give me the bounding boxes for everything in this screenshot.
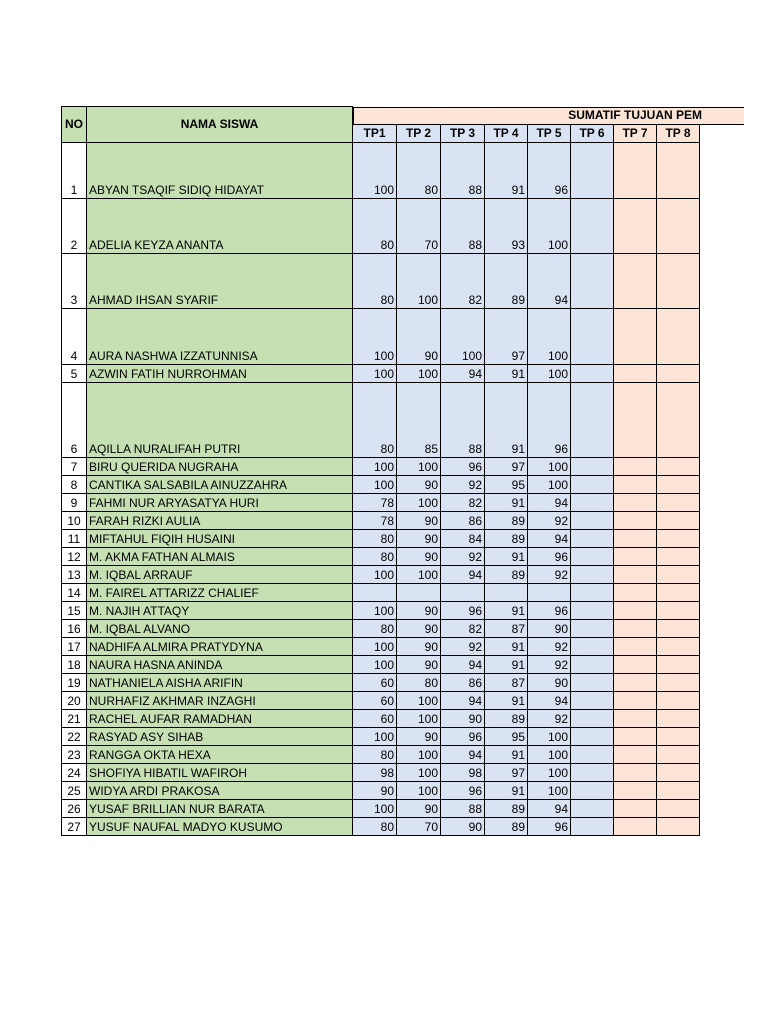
score-tp-5[interactable]: 100 [528, 458, 571, 476]
score-tp-7[interactable] [614, 800, 657, 818]
score-tp-1[interactable]: 80 [353, 818, 397, 836]
score-tp-7[interactable] [614, 710, 657, 728]
score-tp-8[interactable] [657, 365, 700, 383]
score-tp-2[interactable]: 90 [397, 309, 441, 365]
score-tp-8[interactable] [657, 656, 700, 674]
score-tp-5[interactable]: 96 [528, 383, 571, 458]
row-no: 26 [62, 800, 87, 818]
score-tp-2[interactable]: 100 [397, 782, 441, 800]
score-tp-5[interactable]: 94 [528, 494, 571, 512]
score-tp-3[interactable]: 94 [441, 365, 485, 383]
student-name: BIRU QUERIDA NUGRAHA [87, 458, 353, 476]
score-tp-4[interactable]: 91 [485, 383, 528, 458]
student-name: YUSUF NAUFAL MADYO KUSUMO [87, 818, 353, 836]
score-tp-3[interactable]: 94 [441, 746, 485, 764]
score-tp-6[interactable] [571, 728, 614, 746]
score-tp-5[interactable]: 94 [528, 800, 571, 818]
score-tp-3[interactable]: 96 [441, 782, 485, 800]
score-tp-3[interactable]: 90 [441, 818, 485, 836]
row-no: 5 [62, 365, 87, 383]
score-tp-4[interactable]: 95 [485, 476, 528, 494]
score-tp-2[interactable]: 90 [397, 656, 441, 674]
score-tp-3[interactable]: 100 [441, 309, 485, 365]
row-no: 1 [62, 143, 87, 199]
row-no: 18 [62, 656, 87, 674]
student-name: SHOFIYA HIBATIL WAFIROH [87, 764, 353, 782]
score-tp-7[interactable] [614, 782, 657, 800]
row-no: 8 [62, 476, 87, 494]
score-tp-6[interactable] [571, 674, 614, 692]
score-tp-2[interactable] [397, 584, 441, 602]
score-tp-2[interactable]: 100 [397, 566, 441, 584]
score-tp-4[interactable]: 89 [485, 512, 528, 530]
score-tp-8[interactable] [657, 458, 700, 476]
row-no: 7 [62, 458, 87, 476]
score-tp-2[interactable]: 80 [397, 674, 441, 692]
score-tp-1[interactable]: 100 [353, 566, 397, 584]
score-tp-6[interactable] [571, 746, 614, 764]
score-tp-8[interactable] [657, 254, 700, 309]
score-tp-1[interactable]: 100 [353, 656, 397, 674]
score-tp-5[interactable]: 96 [528, 602, 571, 620]
student-name: CANTIKA SALSABILA AINUZZAHRA [87, 476, 353, 494]
score-tp-6[interactable] [571, 782, 614, 800]
score-tp-7[interactable] [614, 512, 657, 530]
score-tp-5[interactable]: 94 [528, 254, 571, 309]
score-tp-1[interactable]: 60 [353, 674, 397, 692]
score-tp-2[interactable]: 90 [397, 548, 441, 566]
score-tp-8[interactable] [657, 710, 700, 728]
student-name: NATHANIELA AISHA ARIFIN [87, 674, 353, 692]
header-tp-1: TP1 [353, 125, 397, 143]
score-tp-6[interactable] [571, 584, 614, 602]
score-tp-1[interactable]: 100 [353, 800, 397, 818]
score-tp-5[interactable]: 94 [528, 530, 571, 548]
score-tp-2[interactable]: 70 [397, 818, 441, 836]
header-tp-2: TP 2 [397, 125, 441, 143]
student-name: AZWIN FATIH NURROHMAN [87, 365, 353, 383]
score-tp-5[interactable]: 92 [528, 512, 571, 530]
score-tp-7[interactable] [614, 764, 657, 782]
score-tp-6[interactable] [571, 309, 614, 365]
row-no: 24 [62, 764, 87, 782]
score-tp-5[interactable]: 100 [528, 746, 571, 764]
score-tp-6[interactable] [571, 548, 614, 566]
header-tp-3: TP 3 [441, 125, 485, 143]
score-tp-4[interactable]: 91 [485, 602, 528, 620]
score-tp-1[interactable]: 100 [353, 143, 397, 199]
score-tp-2[interactable]: 70 [397, 199, 441, 254]
row-no: 3 [62, 254, 87, 309]
score-tp-4[interactable]: 89 [485, 710, 528, 728]
score-tp-4[interactable]: 91 [485, 143, 528, 199]
score-tp-7[interactable] [614, 638, 657, 656]
score-tp-5[interactable]: 100 [528, 309, 571, 365]
student-name: RASYAD ASY SIHAB [87, 728, 353, 746]
score-tp-1[interactable]: 100 [353, 309, 397, 365]
score-tp-3[interactable]: 92 [441, 476, 485, 494]
score-tp-7[interactable] [614, 494, 657, 512]
score-tp-4[interactable] [485, 584, 528, 602]
row-no: 27 [62, 818, 87, 836]
score-tp-4[interactable]: 91 [485, 692, 528, 710]
score-tp-2[interactable]: 100 [397, 746, 441, 764]
student-name: RANGGA OKTA HEXA [87, 746, 353, 764]
score-tp-7[interactable] [614, 728, 657, 746]
student-name: M. IQBAL ARRAUF [87, 566, 353, 584]
score-tp-7[interactable] [614, 584, 657, 602]
header-nama-siswa: NAMA SISWA [87, 107, 353, 143]
score-tp-3[interactable]: 82 [441, 620, 485, 638]
score-tp-6[interactable] [571, 476, 614, 494]
score-tp-1[interactable]: 60 [353, 692, 397, 710]
score-tp-1[interactable]: 80 [353, 530, 397, 548]
score-tp-3[interactable]: 94 [441, 566, 485, 584]
score-tp-8[interactable] [657, 548, 700, 566]
score-tp-4[interactable]: 91 [485, 365, 528, 383]
score-tp-1[interactable]: 98 [353, 764, 397, 782]
score-tp-8[interactable] [657, 530, 700, 548]
score-tp-6[interactable] [571, 638, 614, 656]
score-tp-7[interactable] [614, 602, 657, 620]
score-tp-5[interactable]: 96 [528, 548, 571, 566]
score-tp-3[interactable]: 86 [441, 512, 485, 530]
score-tp-7[interactable] [614, 548, 657, 566]
score-tp-6[interactable] [571, 458, 614, 476]
score-tp-3[interactable]: 94 [441, 692, 485, 710]
score-tp-5[interactable]: 94 [528, 692, 571, 710]
score-tp-4[interactable]: 89 [485, 254, 528, 309]
header-tp-7: TP 7 [614, 125, 657, 143]
student-name: NADHIFA ALMIRA PRATYDYNA [87, 638, 353, 656]
student-name: AHMAD IHSAN SYARIF [87, 254, 353, 309]
score-tp-1[interactable] [353, 584, 397, 602]
score-tp-4[interactable]: 91 [485, 656, 528, 674]
score-tp-8[interactable] [657, 584, 700, 602]
score-tp-8[interactable] [657, 494, 700, 512]
row-no: 25 [62, 782, 87, 800]
score-tp-1[interactable]: 90 [353, 782, 397, 800]
score-tp-1[interactable]: 78 [353, 512, 397, 530]
score-tp-4[interactable]: 91 [485, 494, 528, 512]
student-name: AURA NASHWA IZZATUNNISA [87, 309, 353, 365]
score-tp-1[interactable]: 80 [353, 746, 397, 764]
row-no: 15 [62, 602, 87, 620]
score-tp-2[interactable]: 85 [397, 383, 441, 458]
score-tp-5[interactable]: 92 [528, 710, 571, 728]
score-tp-6[interactable] [571, 692, 614, 710]
score-tp-8[interactable] [657, 728, 700, 746]
row-no: 21 [62, 710, 87, 728]
student-name: M. AKMA FATHAN ALMAIS [87, 548, 353, 566]
score-tp-1[interactable]: 100 [353, 458, 397, 476]
row-no: 19 [62, 674, 87, 692]
score-tp-1[interactable]: 100 [353, 365, 397, 383]
score-tp-8[interactable] [657, 746, 700, 764]
row-no: 23 [62, 746, 87, 764]
score-tp-2[interactable]: 100 [397, 458, 441, 476]
score-tp-2[interactable]: 90 [397, 512, 441, 530]
score-tp-8[interactable] [657, 782, 700, 800]
score-tp-3[interactable]: 96 [441, 728, 485, 746]
score-tp-6[interactable] [571, 656, 614, 674]
score-tp-3[interactable]: 84 [441, 530, 485, 548]
score-tp-7[interactable] [614, 530, 657, 548]
score-tp-3[interactable]: 92 [441, 548, 485, 566]
student-name: M. FAIREL ATTARIZZ CHALIEF [87, 584, 353, 602]
score-tp-2[interactable]: 100 [397, 365, 441, 383]
score-tp-1[interactable]: 78 [353, 494, 397, 512]
row-no: 6 [62, 383, 87, 458]
score-tp-2[interactable]: 90 [397, 620, 441, 638]
score-tp-8[interactable] [657, 512, 700, 530]
student-name: ABYAN TSAQIF SIDIQ HIDAYAT [87, 143, 353, 199]
score-tp-1[interactable]: 100 [353, 602, 397, 620]
score-tp-1[interactable]: 80 [353, 548, 397, 566]
score-tp-5[interactable]: 100 [528, 476, 571, 494]
score-tp-8[interactable] [657, 764, 700, 782]
score-tp-8[interactable] [657, 199, 700, 254]
score-tp-2[interactable]: 100 [397, 692, 441, 710]
score-tp-3[interactable]: 88 [441, 199, 485, 254]
score-tp-7[interactable] [614, 818, 657, 836]
score-tp-7[interactable] [614, 309, 657, 365]
score-tp-6[interactable] [571, 764, 614, 782]
row-no: 13 [62, 566, 87, 584]
score-tp-5[interactable]: 90 [528, 620, 571, 638]
score-tp-6[interactable] [571, 365, 614, 383]
row-no: 20 [62, 692, 87, 710]
score-tp-5[interactable]: 96 [528, 818, 571, 836]
score-tp-5[interactable]: 92 [528, 566, 571, 584]
header-tp-6: TP 6 [571, 125, 614, 143]
score-tp-8[interactable] [657, 674, 700, 692]
score-tp-7[interactable] [614, 383, 657, 458]
score-tp-7[interactable] [614, 458, 657, 476]
student-name: FARAH RIZKI AULIA [87, 512, 353, 530]
score-tp-5[interactable]: 96 [528, 143, 571, 199]
score-tp-7[interactable] [614, 476, 657, 494]
student-name: M. NAJIH ATTAQY [87, 602, 353, 620]
score-tp-5[interactable]: 100 [528, 199, 571, 254]
score-tp-8[interactable] [657, 476, 700, 494]
score-tp-3[interactable]: 92 [441, 638, 485, 656]
student-name: NAURA HASNA ANINDA [87, 656, 353, 674]
score-tp-3[interactable]: 98 [441, 764, 485, 782]
score-tp-1[interactable]: 80 [353, 254, 397, 309]
score-tp-3[interactable]: 82 [441, 254, 485, 309]
score-tp-5[interactable]: 90 [528, 674, 571, 692]
score-tp-1[interactable]: 60 [353, 710, 397, 728]
score-tp-2[interactable]: 90 [397, 638, 441, 656]
header-tp-4: TP 4 [485, 125, 528, 143]
score-tp-4[interactable]: 95 [485, 728, 528, 746]
student-name: MIFTAHUL FIQIH HUSAINI [87, 530, 353, 548]
score-tp-6[interactable] [571, 494, 614, 512]
student-name: RACHEL AUFAR RAMADHAN [87, 710, 353, 728]
score-tp-2[interactable]: 90 [397, 800, 441, 818]
score-tp-4[interactable]: 89 [485, 818, 528, 836]
score-tp-6[interactable] [571, 710, 614, 728]
student-name: ADELIA KEYZA ANANTA [87, 199, 353, 254]
score-tp-7[interactable] [614, 254, 657, 309]
score-tp-4[interactable]: 93 [485, 199, 528, 254]
score-tp-4[interactable]: 91 [485, 746, 528, 764]
score-tp-3[interactable]: 86 [441, 674, 485, 692]
score-tp-5[interactable]: 92 [528, 638, 571, 656]
row-no: 14 [62, 584, 87, 602]
score-tp-4[interactable]: 89 [485, 800, 528, 818]
header-tp-8: TP 8 [657, 125, 700, 143]
score-tp-4[interactable]: 91 [485, 548, 528, 566]
score-tp-8[interactable] [657, 383, 700, 458]
score-tp-4[interactable]: 87 [485, 674, 528, 692]
score-tp-6[interactable] [571, 530, 614, 548]
score-tp-7[interactable] [614, 674, 657, 692]
score-tp-2[interactable]: 100 [397, 710, 441, 728]
score-tp-8[interactable] [657, 620, 700, 638]
score-tp-3[interactable]: 90 [441, 710, 485, 728]
score-tp-7[interactable] [614, 692, 657, 710]
score-tp-3[interactable]: 88 [441, 800, 485, 818]
score-tp-5[interactable]: 100 [528, 365, 571, 383]
header-no: NO [62, 107, 87, 143]
score-tp-5[interactable]: 100 [528, 764, 571, 782]
score-tp-1[interactable]: 80 [353, 620, 397, 638]
student-name: NURHAFIZ AKHMAR INZAGHI [87, 692, 353, 710]
score-tp-6[interactable] [571, 818, 614, 836]
score-tp-4[interactable]: 87 [485, 620, 528, 638]
score-tp-6[interactable] [571, 143, 614, 199]
score-tp-8[interactable] [657, 143, 700, 199]
row-no: 16 [62, 620, 87, 638]
score-tp-6[interactable] [571, 620, 614, 638]
student-name: M. IQBAL ALVANO [87, 620, 353, 638]
score-tp-6[interactable] [571, 566, 614, 584]
score-tp-4[interactable]: 97 [485, 458, 528, 476]
score-tp-8[interactable] [657, 602, 700, 620]
score-tp-6[interactable] [571, 512, 614, 530]
score-tp-8[interactable] [657, 692, 700, 710]
score-tp-2[interactable]: 90 [397, 476, 441, 494]
score-tp-4[interactable]: 89 [485, 530, 528, 548]
row-no: 12 [62, 548, 87, 566]
score-tp-7[interactable] [614, 199, 657, 254]
score-tp-2[interactable]: 80 [397, 143, 441, 199]
header-sumatif-group: SUMATIF TUJUAN PEM [353, 107, 744, 125]
student-name: WIDYA ARDI PRAKOSA [87, 782, 353, 800]
score-tp-3[interactable]: 94 [441, 656, 485, 674]
row-no: 11 [62, 530, 87, 548]
score-tp-4[interactable]: 97 [485, 309, 528, 365]
student-name: FAHMI NUR ARYASATYA HURI [87, 494, 353, 512]
score-tp-6[interactable] [571, 602, 614, 620]
score-tp-1[interactable]: 80 [353, 199, 397, 254]
score-tp-5[interactable] [528, 584, 571, 602]
row-no: 10 [62, 512, 87, 530]
score-tp-8[interactable] [657, 638, 700, 656]
score-tp-7[interactable] [614, 566, 657, 584]
score-tp-7[interactable] [614, 656, 657, 674]
row-no: 2 [62, 199, 87, 254]
header-tp-5: TP 5 [528, 125, 571, 143]
score-tp-3[interactable] [441, 584, 485, 602]
row-no: 4 [62, 309, 87, 365]
score-tp-2[interactable]: 100 [397, 494, 441, 512]
score-tp-1[interactable]: 80 [353, 383, 397, 458]
score-tp-8[interactable] [657, 818, 700, 836]
score-tp-5[interactable]: 92 [528, 656, 571, 674]
score-tp-3[interactable]: 96 [441, 458, 485, 476]
score-tp-7[interactable] [614, 620, 657, 638]
score-tp-5[interactable]: 100 [528, 728, 571, 746]
score-tp-3[interactable]: 88 [441, 143, 485, 199]
score-tp-3[interactable]: 88 [441, 383, 485, 458]
score-tp-7[interactable] [614, 746, 657, 764]
score-tp-2[interactable]: 100 [397, 764, 441, 782]
score-tp-7[interactable] [614, 143, 657, 199]
score-tp-1[interactable]: 100 [353, 728, 397, 746]
score-tp-1[interactable]: 100 [353, 476, 397, 494]
score-tp-6[interactable] [571, 800, 614, 818]
score-tp-8[interactable] [657, 309, 700, 365]
row-no: 9 [62, 494, 87, 512]
score-tp-6[interactable] [571, 254, 614, 309]
score-tp-7[interactable] [614, 365, 657, 383]
score-tp-6[interactable] [571, 383, 614, 458]
student-name: YUSAF BRILLIAN NUR BARATA [87, 800, 353, 818]
score-tp-2[interactable]: 100 [397, 254, 441, 309]
score-tp-5[interactable]: 100 [528, 782, 571, 800]
score-tp-8[interactable] [657, 566, 700, 584]
score-tp-6[interactable] [571, 199, 614, 254]
row-no: 17 [62, 638, 87, 656]
score-tp-4[interactable]: 89 [485, 566, 528, 584]
score-tp-4[interactable]: 97 [485, 764, 528, 782]
score-tp-1[interactable]: 100 [353, 638, 397, 656]
student-name: AQILLA NURALIFAH PUTRI [87, 383, 353, 458]
score-tp-3[interactable]: 82 [441, 494, 485, 512]
score-tp-3[interactable]: 96 [441, 602, 485, 620]
score-tp-2[interactable]: 90 [397, 728, 441, 746]
row-no: 22 [62, 728, 87, 746]
score-tp-8[interactable] [657, 800, 700, 818]
score-tp-2[interactable]: 90 [397, 530, 441, 548]
score-tp-4[interactable]: 91 [485, 638, 528, 656]
score-tp-2[interactable]: 90 [397, 602, 441, 620]
score-tp-4[interactable]: 91 [485, 782, 528, 800]
